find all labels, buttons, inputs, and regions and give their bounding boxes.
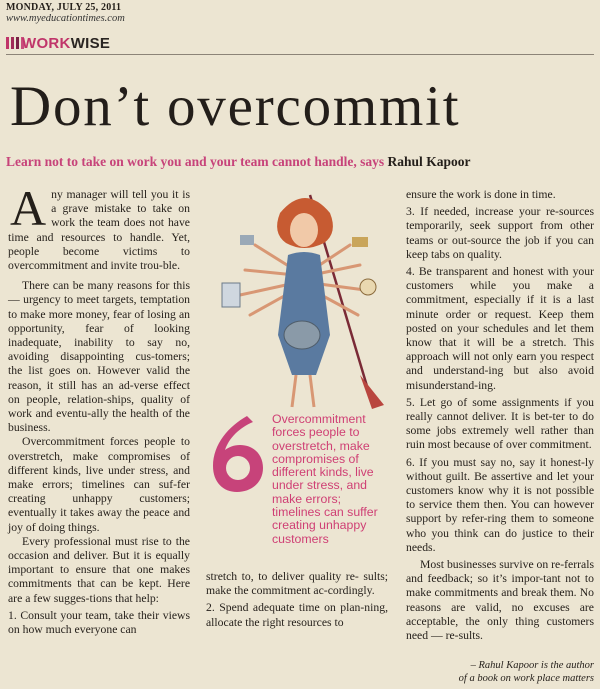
tip-6: 6. If you must say no, say it honest-ly without guilt. Be assertive and let your customers know why it is not possible to service them then. You can however support by refer-ring them to someone who you think can do justice to their needs. bbox=[406, 455, 595, 554]
phone-item bbox=[240, 235, 254, 245]
column-1 bbox=[8, 180, 191, 637]
website-url[interactable]: www.myeducationtimes.com bbox=[6, 13, 125, 24]
headline: Don’t overcommit bbox=[10, 75, 461, 138]
rubric-word-1: WORK bbox=[22, 35, 71, 52]
dress bbox=[278, 252, 330, 375]
broom-head bbox=[360, 375, 384, 409]
clock-item bbox=[360, 279, 376, 295]
rubric-divider bbox=[6, 54, 594, 55]
paragraph-effects: Overcommitment forces people to overstretch, make compromises of different kinds, live under stress, and make errors; timelines can suf-fer creating unhappy customers; eventually it takes away the peace and joy of doing things. bbox=[8, 435, 191, 534]
tip-1-cont: stretch to, to deliver quality re- sults; make the commitment ac-cordingly. bbox=[206, 570, 388, 598]
tip-4: 4. Be transparent and honest with your customers while you make a commitment, especially if it is a last minute order or request. Keep them posted on your schedules and let them know that it will be a stretch. This approach will not only earn you respect and understand-ing but also avoid misunderstand-ing. bbox=[406, 265, 595, 392]
tip-3: 3. If needed, increase your re-sources temporarily, seek support from other teams or out-source the job if you can keep tabs on quality. bbox=[406, 205, 595, 261]
paper-item bbox=[222, 283, 240, 307]
quote-mark-icon bbox=[207, 414, 269, 494]
multi-armed-woman-icon bbox=[200, 175, 400, 415]
face bbox=[290, 213, 318, 247]
tip-1: 1. Consult your team, take their views on how much everyone can bbox=[8, 608, 191, 637]
rubric-word-2: WISE bbox=[70, 35, 111, 52]
tip-2: 2. Spend adequate time on plan-ning, allocate the right resources to bbox=[206, 601, 388, 629]
deck bbox=[6, 154, 470, 170]
paragraph-suggestions: Every professional must rise to the occasion and deliver. But it is equally important to ensure that one makes commitments that can be kept. Here are a few sugges-tions that help: bbox=[8, 534, 191, 605]
pull-quote: Overcommitment forces people to overstretch, make compromises of different kinds, live under stress, and make errors; timelines can suffer creating unhappy customers bbox=[272, 412, 378, 546]
paragraph-reasons: There can be many reasons for this — urgency to meet targets, temptation to make more money, fear of losing an opportunity, fear of looking inadequate, inability to say no, avoiding disappointing cus-tomers; the list goes on. However valid the reason, it still has an ad-verse effect on people, relation-ships, quality of work and eventu-ally the health of the business. bbox=[8, 279, 191, 435]
author-note: – Rahul Kapoor is the author of a book on work place matters bbox=[458, 660, 594, 684]
paragraph-intro: Any manager will tell you it is a grave mistake to take on work the team does not have time and resources to handle. Yet, people become victims to overcommitment and invite trou-ble. bbox=[8, 180, 190, 273]
tip-5: 5. Let go of some assignments if you really cannot deliver. It is bet-ter to do some jobs extremely well rather than ruin most because of over commitment. bbox=[406, 395, 594, 452]
file-item bbox=[352, 237, 368, 247]
hat-item bbox=[284, 321, 320, 349]
byline: Rahul Kapoor bbox=[387, 154, 471, 169]
tip-2-cont: ensure the work is done in time. bbox=[406, 188, 556, 201]
dateline: MONDAY, JULY 25, 2011 bbox=[6, 2, 122, 13]
section-rubric bbox=[22, 35, 110, 52]
column-3 bbox=[406, 188, 594, 646]
deck-text: Learn not to take on work you and your team cannot handle, says bbox=[6, 154, 385, 169]
paragraph-closing: Most businesses survive on re-ferrals and feedback; so it’s impor-tant not to make commitments and break them. No reasons are valid, no excuses are acceptable, the only thing customers need — re-sults. bbox=[406, 558, 595, 643]
drop-cap: A bbox=[10, 180, 47, 236]
column-2 bbox=[206, 570, 388, 630]
